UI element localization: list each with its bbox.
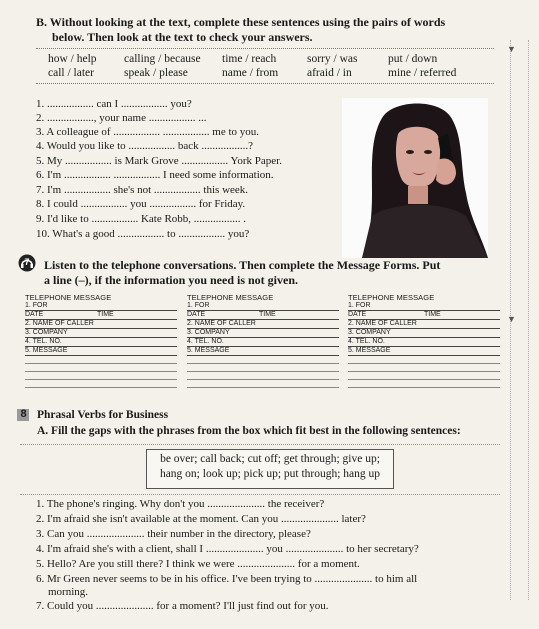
divider bbox=[20, 444, 500, 445]
pair-5: put / down mine / referred bbox=[388, 53, 457, 79]
form-caller-field[interactable]: 2. NAME OF CALLER bbox=[25, 320, 177, 329]
sentence-8-7: 7. Could you ..................... for a moment? I'll just find out for you. bbox=[36, 600, 329, 612]
arrow-down-icon: ▼ bbox=[507, 44, 516, 54]
pair-1: how / help call / later bbox=[48, 53, 97, 79]
form-message-field[interactable]: 5. MESSAGE bbox=[25, 347, 177, 356]
exercise-7-title-line2: a line (–), if the information you need is not given. bbox=[44, 273, 298, 287]
exercise-b-title-line2: below. Then look at the text to check your answers. bbox=[52, 30, 313, 44]
form-header: TELEPHONE MESSAGE bbox=[25, 293, 112, 302]
form-message-field[interactable]: 5. MESSAGE bbox=[348, 347, 500, 356]
form-blank-line bbox=[348, 372, 500, 380]
section-8-subtitle: A. Fill the gaps with the phrases from the box which fit best in the following sentences: bbox=[37, 425, 461, 437]
sentence-b-4: 4. Would you like to ................. back .................? bbox=[36, 140, 254, 152]
form-date-time-field[interactable]: DATE TIME bbox=[348, 311, 500, 320]
exercise-b-title: B. Without looking at the text, complete these sentences using the pairs of words bbox=[36, 15, 446, 29]
woman-on-phone-photo bbox=[342, 98, 488, 258]
form-tel-field[interactable]: 4. TEL. NO. bbox=[25, 338, 177, 347]
section-8-number: 8 bbox=[20, 408, 27, 420]
form-company-field[interactable]: 3. COMPANY bbox=[348, 329, 500, 338]
sentence-8-4: 4. I'm afraid she's with a client, shall I ..................... you ..................... to her secretary? bbox=[36, 543, 419, 555]
form-for-field[interactable]: 1. FOR bbox=[187, 302, 339, 311]
form-caller-field[interactable]: 2. NAME OF CALLER bbox=[187, 320, 339, 329]
form-company-field[interactable]: 3. COMPANY bbox=[25, 329, 177, 338]
sentence-8-6-cont: morning. bbox=[48, 586, 89, 598]
pair-3: time / reach name / from bbox=[222, 53, 279, 79]
sentence-8-5: 5. Hello? Are you still there? I think we were ..................... for a moment. bbox=[36, 558, 360, 570]
pair-2: calling / because speak / please bbox=[124, 53, 201, 79]
form-blank-line bbox=[348, 364, 500, 372]
form-blank-line bbox=[187, 380, 339, 388]
word-pairs-box bbox=[36, 48, 494, 84]
sentence-8-1: 1. The phone's ringing. Why don't you ..................... the receiver? bbox=[36, 498, 325, 510]
form-tel-field[interactable]: 4. TEL. NO. bbox=[348, 338, 500, 347]
form-header: TELEPHONE MESSAGE bbox=[187, 293, 274, 302]
form-blank-line bbox=[187, 356, 339, 364]
form-caller-field[interactable]: 2. NAME OF CALLER bbox=[348, 320, 500, 329]
form-blank-line bbox=[187, 372, 339, 380]
phrase-box-line-2: hang on; look up; pick up; put through; hang up bbox=[159, 468, 381, 480]
sentence-8-3: 3. Can you ..................... their number in the directory, please? bbox=[36, 528, 311, 540]
form-blank-line bbox=[25, 380, 177, 388]
message-form-3 bbox=[348, 294, 500, 394]
form-header: TELEPHONE MESSAGE bbox=[348, 293, 435, 302]
phrase-box-line-1: be over; call back; cut off; get through; give up; bbox=[160, 453, 380, 465]
phrase-box bbox=[146, 449, 394, 489]
sentence-8-2: 2. I'm afraid she isn't available at the moment. Can you ..................... later? bbox=[36, 513, 366, 525]
sentence-b-2: 2. ................., your name ................. ... bbox=[36, 112, 207, 124]
arrow-down-icon: ▼ bbox=[507, 314, 516, 324]
sentence-b-8: 8. I could ................. you ................. for Friday. bbox=[36, 198, 246, 210]
exercise-7-number: 7 bbox=[24, 257, 30, 267]
form-blank-line bbox=[348, 380, 500, 388]
sentence-8-6: 6. Mr Green never seems to be in his office. I've been trying to ..................... to him all bbox=[36, 573, 418, 585]
form-for-field[interactable]: 1. FOR bbox=[25, 302, 177, 311]
form-company-field[interactable]: 3. COMPANY bbox=[187, 329, 339, 338]
divider bbox=[20, 494, 500, 495]
sentence-b-5: 5. My ................. is Mark Grove ................. York Paper. bbox=[36, 155, 282, 167]
form-blank-line bbox=[25, 356, 177, 364]
sentence-b-7: 7. I'm ................. she's not ................. this week. bbox=[36, 184, 249, 196]
form-blank-line bbox=[348, 356, 500, 364]
sentence-b-3: 3. A colleague of ................. ................. me to you. bbox=[36, 126, 260, 138]
sentence-b-1: 1. ................. can I ................. you? bbox=[36, 98, 192, 110]
form-date-time-field[interactable]: DATE TIME bbox=[25, 311, 177, 320]
margin-rail bbox=[528, 40, 529, 600]
form-tel-field[interactable]: 4. TEL. NO. bbox=[187, 338, 339, 347]
sentence-b-10: 10. What's a good ................. to ................. you? bbox=[36, 228, 250, 240]
sentence-b-9: 9. I'd like to ................. Kate Robb, ................. . bbox=[36, 213, 247, 225]
message-form-1 bbox=[25, 294, 177, 394]
sentence-b-6: 6. I'm ................. ................. I need some information. bbox=[36, 169, 274, 181]
form-message-field[interactable]: 5. MESSAGE bbox=[187, 347, 339, 356]
exercise-7-title: Listen to the telephone conversations. Then complete the Message Forms. Put bbox=[44, 258, 441, 272]
pair-4: sorry / was afraid / in bbox=[307, 53, 358, 79]
section-8-title: Phrasal Verbs for Business bbox=[37, 409, 169, 421]
message-form-2 bbox=[187, 294, 339, 394]
form-date-time-field[interactable]: DATE TIME bbox=[187, 311, 339, 320]
form-blank-line bbox=[25, 372, 177, 380]
form-blank-line bbox=[187, 364, 339, 372]
form-for-field[interactable]: 1. FOR bbox=[348, 302, 500, 311]
form-blank-line bbox=[25, 364, 177, 372]
